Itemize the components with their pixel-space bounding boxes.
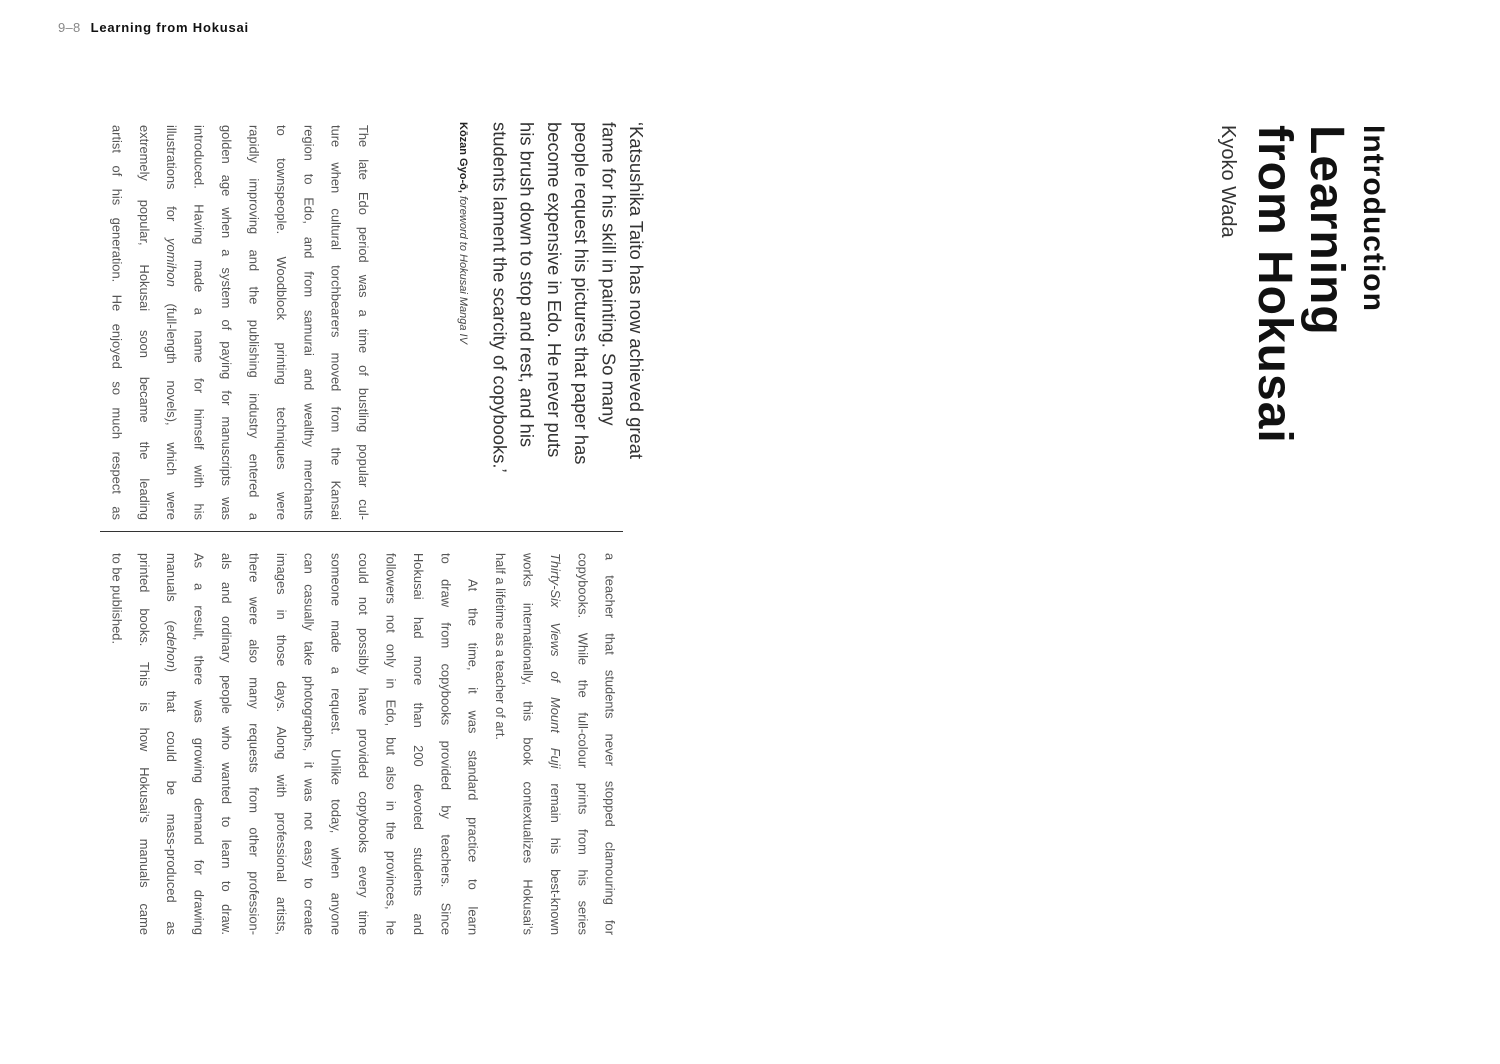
chapter-kicker: Introduction [1357,125,1390,312]
chapter-title-line-1: Learning [1300,125,1353,336]
body-line: artist of his generation. He enjoyed so much respect as [109,125,125,520]
body-line: Hokusai had more than 200 devoted students and [410,553,426,935]
body-line: als and ordinary people who wanted to learn to draw. [219,553,235,935]
body-line: a teacher that students never stopped clamouring for [602,553,618,935]
quote-source-work: Hokusai Manga IV [457,254,469,344]
body-text: illustrations for [164,125,180,222]
quote-line: people request his pictures that paper has [571,122,593,465]
quote-line: ‘Katsushika Taito has now achieved great [625,122,647,460]
body-line: region to Edo, and from samurai and wealthy merchants [301,125,317,520]
chapter-title-block [1200,125,1394,545]
body-italic-term: edehon [164,624,180,668]
body-column-2 [103,553,624,935]
body-line: images in those days. Along with professional artists, [273,553,289,935]
body-line [542,553,569,935]
quote-line: become expensive in Edo. He never puts [543,122,565,458]
quote-line: his brush down to stop and rest, and his [516,122,538,448]
chapter-title-line-2: from Hokusai [1248,125,1301,444]
quote-line: students lament the scarcity of copybooks.’ [489,122,511,473]
body-line: followers not only in Edo, but also in the provinces, he [383,553,399,935]
body-line: rapidly improving and the publishing industry entered a [246,125,262,520]
body-line: extremely popular, Hokusai soon became the leading [136,125,152,520]
epigraph-quote [440,122,650,522]
body-line: half a lifetime as a teacher of art. [493,553,509,741]
body-line: there were also many requests from other profession- [246,553,262,935]
body-line: The late Edo period was a time of bustling popular cul- [356,125,372,520]
body-text: remain his best-known [547,783,563,935]
body-line: to be published. [109,553,125,645]
body-line: can casually take photographs, it was not easy to create [301,553,317,935]
running-title: Learning from Hokusai [90,20,249,35]
body-italic-term: yomihon [164,238,180,287]
body-line: ture when cultural torchbearers moved from the Kansai [328,125,344,520]
quote-source-foreword: foreword to [457,195,469,251]
body-line [158,553,185,935]
body-line: At the time, it was standard practice to learn [465,578,481,935]
author-name: Kyoko Wada [1217,125,1239,238]
body-text: ) that could be mass-produced as [164,667,180,935]
body-line: to draw from copybooks provided by teachers. Since [438,553,454,935]
body-line: As a result, there was growing demand for drawing [191,553,207,935]
body-line: copybooks. While the full-colour prints from his series [575,553,591,935]
body-text: manuals ( [164,553,180,625]
quote-source-author: Kōzan Gyo-ō, [457,122,469,193]
quote-line: fame for his skill in painting. So many [598,122,620,426]
body-line: introduced. Having made a name for himself with his [191,125,207,520]
body-line: to townspeople. Woodblock printing techniques were [273,125,289,520]
body-line: someone made a request. Unlike today, when anyone [328,553,344,935]
running-header [58,20,249,35]
quote-attribution [440,122,486,522]
body-line: could not possibly have provided copybooks every time [356,553,372,935]
body-line: golden age when a system of paying for manuscripts was [219,125,235,520]
section-divider [100,531,623,532]
body-line: works internationally, this book contextualizes Hokusai’s [520,553,536,935]
body-line [158,125,185,520]
body-column-1 [103,125,377,520]
body-line: printed books. This is how Hokusai’s manuals came [136,553,152,935]
body-italic-title: Thirty-Six Views of Mount Fuji [547,553,563,769]
body-text: (full-length novels), which were [164,303,180,520]
page-numbers: 9–8 [58,20,81,35]
